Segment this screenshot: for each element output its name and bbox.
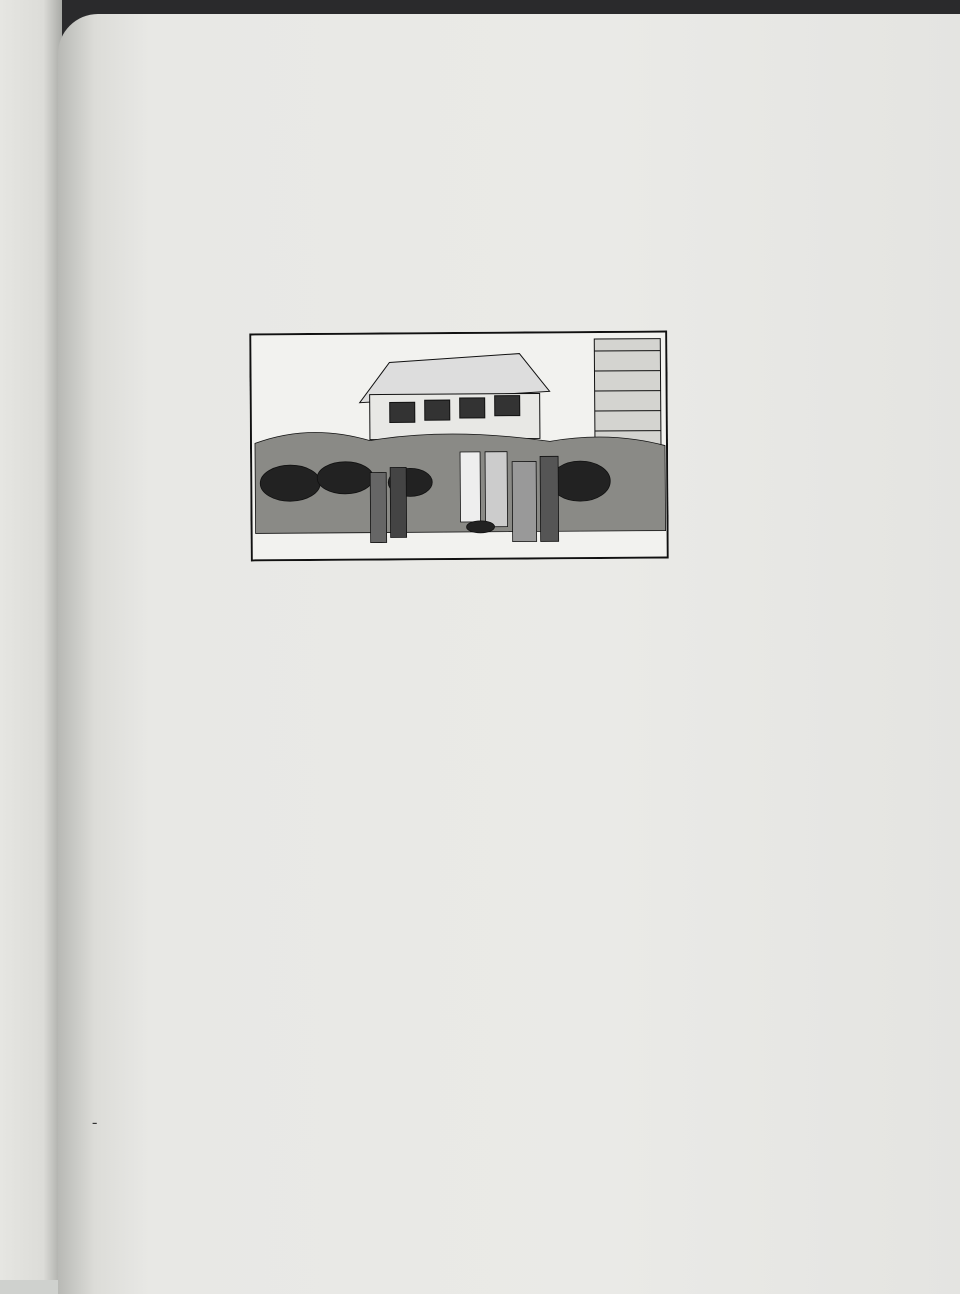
margin-mark: - — [92, 1114, 98, 1131]
